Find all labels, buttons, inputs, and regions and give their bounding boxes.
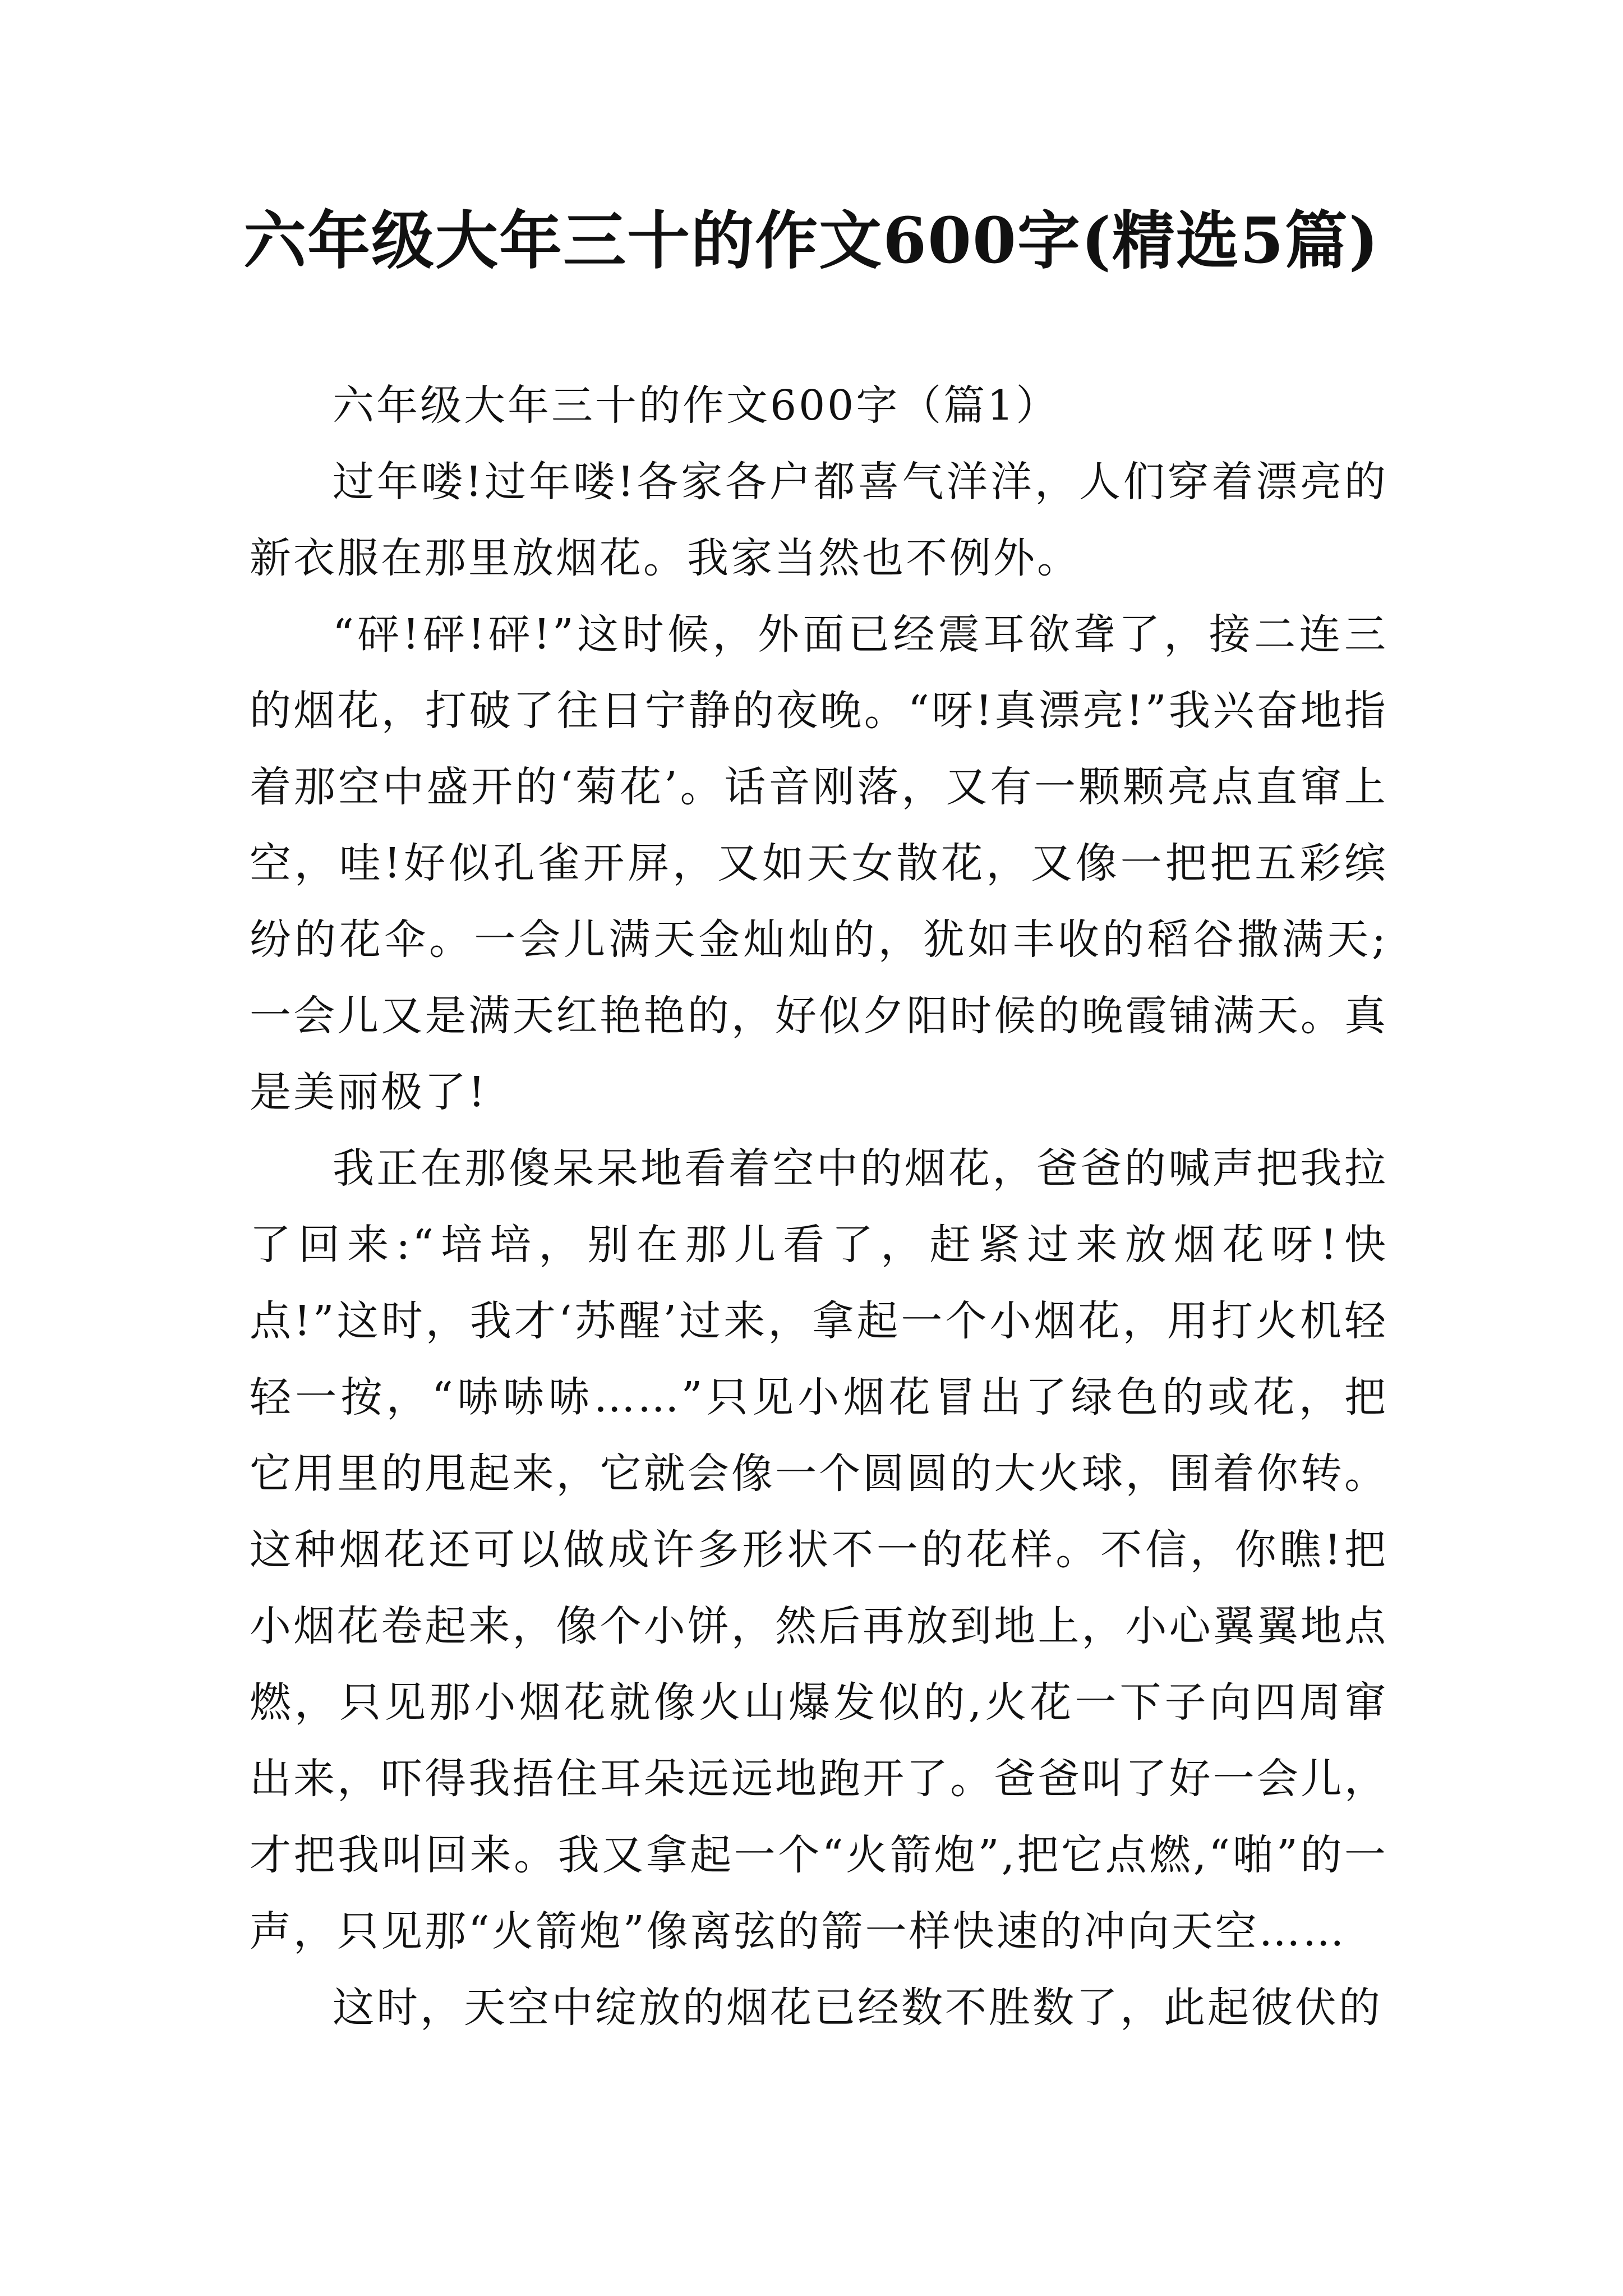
- paragraph-1: 过年喽!过年喽!各家各户都喜气洋洋，人们穿着漂亮的新衣服在那里放烟花。我家当然也不例外。: [250, 458, 1388, 582]
- paragraph-3: 我正在那傻呆呆地看着空中的烟花，爸爸的喊声把我拉了回来:“培培，别在那儿看了，赶紧过来放烟花呀!快点!”这时，我才‘苏醒’过来，拿起一个小烟花，用打火机轻轻一按，“哧哧哧……”只见小烟花冒出了绿色的或花，把它用里的甩起来，它就会像一个圆圆的大火球，围着你转。这种烟花还可以做成许多形状不一的花样。不信，你瞧!把小烟花卷起来，像个小饼，然后再放到地上，小心翼翼地点燃，只见那小烟花就像火山爆发似的,火花一下子向四周窜出来，吓得我捂住耳朵远远地跑开了。爸爸叫了好一会儿，才把我叫回来。我又拿起一个“火箭炮”,把它点燃,“啪”的一声，只见那“火箭炮”像离弦的箭一样快速的冲向天空……: [250, 1144, 1388, 1955]
- document-body: [250, 367, 1388, 2046]
- document-title: 六年级大年三十的作文600字(精选5篇): [243, 204, 1380, 278]
- paragraph-4: 这时，天空中绽放的烟花已经数不胜数了，此起彼伏的: [333, 1984, 1382, 2032]
- paragraph-2: “砰!砰!砰!”这时候，外面已经震耳欲聋了，接二连三的烟花，打破了往日宁静的夜晚。“呀!真漂亮!”我兴奋地指着那空中盛开的‘菊花’。话音刚落，又有一颗颗亮点直窜上空，哇!好似孔雀开屏，又如天女散花，又像一把把五彩缤纷的花伞。一会儿满天金灿灿的，犹如丰收的稻谷撒满天;一会儿又是满天红艳艳的，好似夕阳时候的晚霞铺满天。真是美丽极了!: [250, 610, 1388, 1116]
- section-heading: 六年级大年三十的作文600字（篇1）: [333, 381, 1060, 430]
